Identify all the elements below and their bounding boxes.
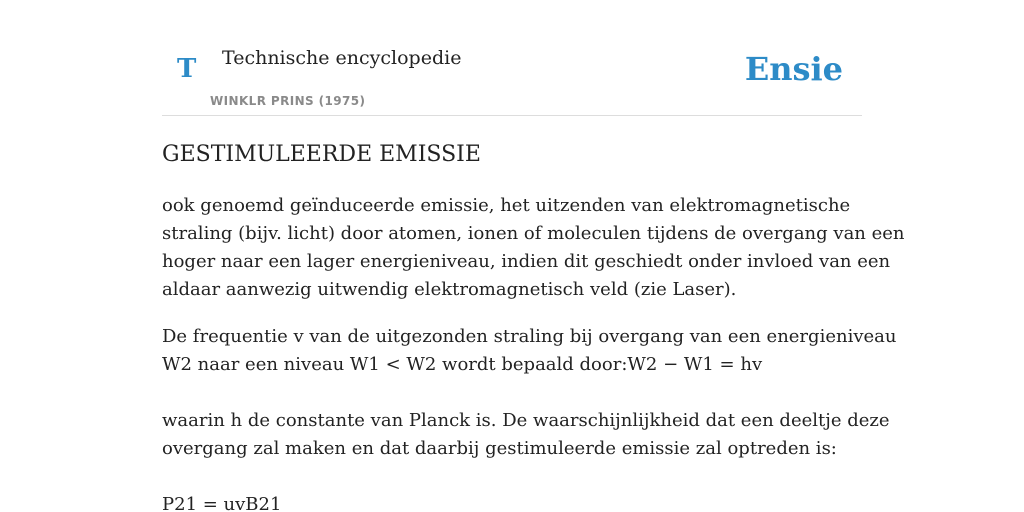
page-container (162, 0, 905, 512)
article-paragraph-definition (162, 192, 905, 304)
article-paragraph-formula (162, 491, 862, 512)
ensie-logo-link[interactable]: Ensie (744, 50, 843, 88)
paragraph-line: hoger naar een lager energieniveau, indien dit geschiedt onder invloed van een (162, 251, 891, 272)
article-paragraph-probability (162, 407, 890, 463)
article-title: GESTIMULEERDE EMISSIE (162, 142, 481, 167)
encyclopedia-header (162, 0, 862, 116)
encyclopedia-source: WINKLR PRINS (1975) (210, 94, 366, 108)
paragraph-line: W2 naar een niveau W1 < W2 wordt bepaald door:W2 − W1 = hv (162, 354, 763, 375)
encyclopedia-logo-icon[interactable]: T (177, 54, 197, 84)
article-paragraph-frequency (162, 323, 897, 379)
paragraph-line: ook genoemd geïnduceerde emissie, het uitzenden van elektromagnetische (162, 195, 851, 216)
paragraph-line: De frequentie v van de uitgezonden straling bij overgang van een energieniveau (162, 326, 897, 347)
formula-line: P21 = uvB21 (162, 494, 282, 512)
paragraph-line: straling (bijv. licht) door atomen, ionen of moleculen tijdens de overgang van een (162, 223, 905, 244)
paragraph-line: waarin h de constante van Planck is. De waarschijnlijkheid dat een deeltje deze (162, 410, 890, 431)
paragraph-line: overgang zal maken en dat daarbij gestimuleerde emissie zal optreden is: (162, 438, 837, 459)
paragraph-line: aldaar aanwezig uitwendig elektromagnetisch veld (zie Laser). (162, 279, 737, 300)
encyclopedia-title-link[interactable]: Technische encyclopedie (222, 47, 462, 69)
